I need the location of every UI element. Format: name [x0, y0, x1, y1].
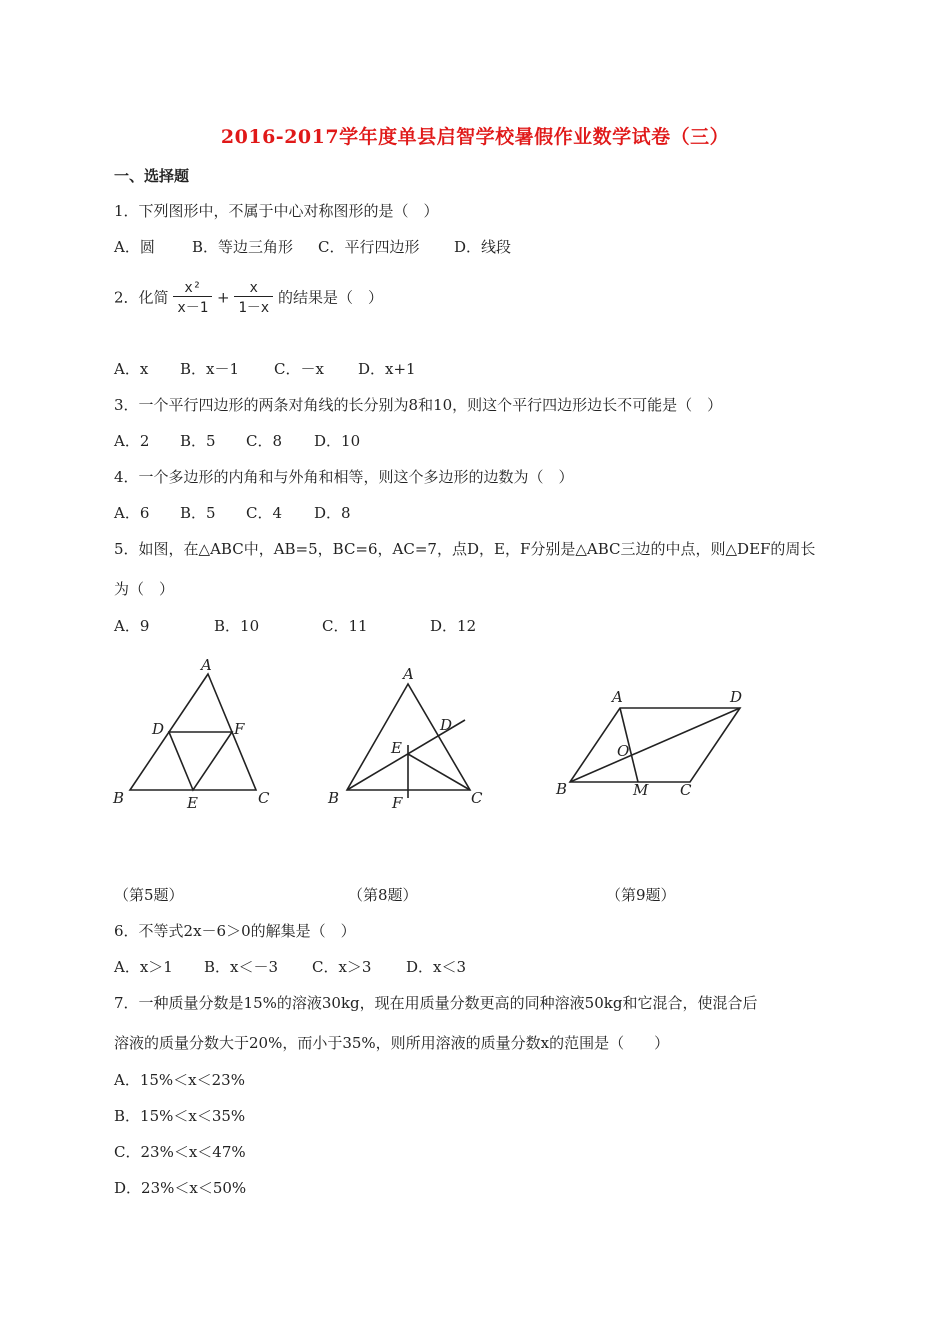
- page-title: 2016-2017学年度单县启智学校暑假作业数学试卷（三）: [220, 126, 730, 148]
- fraction-1-numerator: x²: [173, 280, 212, 297]
- question-5-cont: 为（ ）: [114, 580, 175, 598]
- option-a: A．6: [114, 504, 150, 522]
- option-a: A．圆: [114, 238, 155, 256]
- option-d: D．x＜3: [406, 958, 467, 976]
- label-a: A: [403, 665, 414, 683]
- option-d: D．12: [430, 617, 477, 635]
- question-3-options: [114, 430, 360, 451]
- label-c: C: [471, 789, 483, 807]
- option-b: B．等边三角形: [192, 238, 294, 256]
- option-c: C．－x: [274, 360, 324, 378]
- fraction-1: [173, 280, 212, 317]
- question-2-prefix: 2．化简: [114, 288, 169, 307]
- fraction-2-numerator: x: [234, 280, 273, 297]
- option-b: B．x＜－3: [204, 958, 279, 976]
- question-4-options: [114, 502, 351, 523]
- question-3: 3．一个平行四边形的两条对角线的长分别为8和10，则这个平行四边形边长不可能是（ ）: [114, 396, 723, 414]
- option-b: B．5: [180, 504, 216, 522]
- question-5: 5．如图，在△ABC中，AB=5，BC=6，AC=7，点D，E，F分别是△ABC三边的中点，则△DEF的周长: [114, 540, 816, 558]
- option-b: B．10: [214, 617, 260, 635]
- question-6-options: [114, 956, 466, 977]
- option-d: D．x+1: [358, 360, 416, 378]
- option-b: B．15%＜x＜35%: [114, 1107, 246, 1125]
- option-c: C．8: [246, 432, 283, 450]
- option-c: C．平行四边形: [318, 238, 420, 256]
- label-c: C: [258, 789, 270, 807]
- triangle-def: [169, 732, 232, 790]
- option-c: C．4: [246, 504, 283, 522]
- label-b: B: [556, 780, 568, 798]
- question-7: 7．一种质量分数是15%的溶液30kg，现在用质量分数更高的同种溶液50kg和它混合，使混合后: [114, 994, 758, 1012]
- option-a: A．2: [114, 432, 150, 450]
- label-m: M: [633, 781, 649, 799]
- label-d: D: [440, 716, 453, 734]
- label-f: F: [392, 794, 403, 812]
- question-2: [114, 280, 383, 317]
- question-4: 4．一个多边形的内角和与外角和相等，则这个多边形的边数为（ ）: [114, 468, 574, 486]
- option-a: A．x＞1: [114, 958, 173, 976]
- question-2-options: [114, 358, 416, 379]
- figures-row: [0, 650, 950, 820]
- question-1-options: [114, 236, 511, 257]
- label-c: C: [680, 781, 692, 799]
- figure-9: [570, 708, 740, 782]
- label-d: D: [152, 720, 165, 738]
- fraction-2: [234, 280, 273, 317]
- option-a: A．15%＜x＜23%: [114, 1071, 245, 1089]
- caption-fig5: （第5题）: [114, 886, 184, 904]
- label-a: A: [612, 688, 623, 706]
- question-7-cont: 溶液的质量分数大于20%，而小于35%，则所用溶液的质量分数x的范围是（ ）: [114, 1034, 670, 1052]
- fraction-1-denominator: x－1: [177, 300, 209, 316]
- option-d: D．10: [314, 432, 361, 450]
- option-a: A．x: [114, 360, 149, 378]
- option-b: B．5: [180, 432, 216, 450]
- option-c: C．23%＜x＜47%: [114, 1143, 246, 1161]
- caption-fig9: （第9题）: [606, 886, 676, 904]
- fraction-2-denominator: 1－x: [238, 300, 270, 316]
- question-6: 6．不等式2x－6＞0的解集是（ ）: [114, 922, 356, 940]
- option-c: C．11: [322, 617, 368, 635]
- option-d: D．线段: [454, 238, 512, 256]
- option-b: B．x－1: [180, 360, 240, 378]
- section-heading: 一、选择题: [114, 167, 190, 185]
- label-e: E: [391, 739, 402, 757]
- label-d: D: [730, 688, 743, 706]
- label-b: B: [113, 789, 125, 807]
- option-d: D．23%＜x＜50%: [114, 1179, 247, 1197]
- label-a: A: [201, 656, 212, 674]
- label-e: E: [187, 794, 198, 812]
- line-ec: [408, 754, 470, 790]
- label-b: B: [328, 789, 340, 807]
- plus-sign: +: [216, 288, 230, 307]
- question-2-suffix: 的结果是（ ）: [277, 288, 383, 307]
- label-f: F: [234, 720, 245, 738]
- question-5-options: [114, 615, 476, 636]
- question-1: 1．下列图形中，不属于中心对称图形的是（ ）: [114, 202, 439, 220]
- option-c: C．x＞3: [312, 958, 372, 976]
- option-d: D．8: [314, 504, 351, 522]
- option-a: A．9: [114, 617, 150, 635]
- label-o: O: [617, 742, 630, 760]
- figure-8: [347, 684, 470, 798]
- caption-fig8: （第8题）: [348, 886, 418, 904]
